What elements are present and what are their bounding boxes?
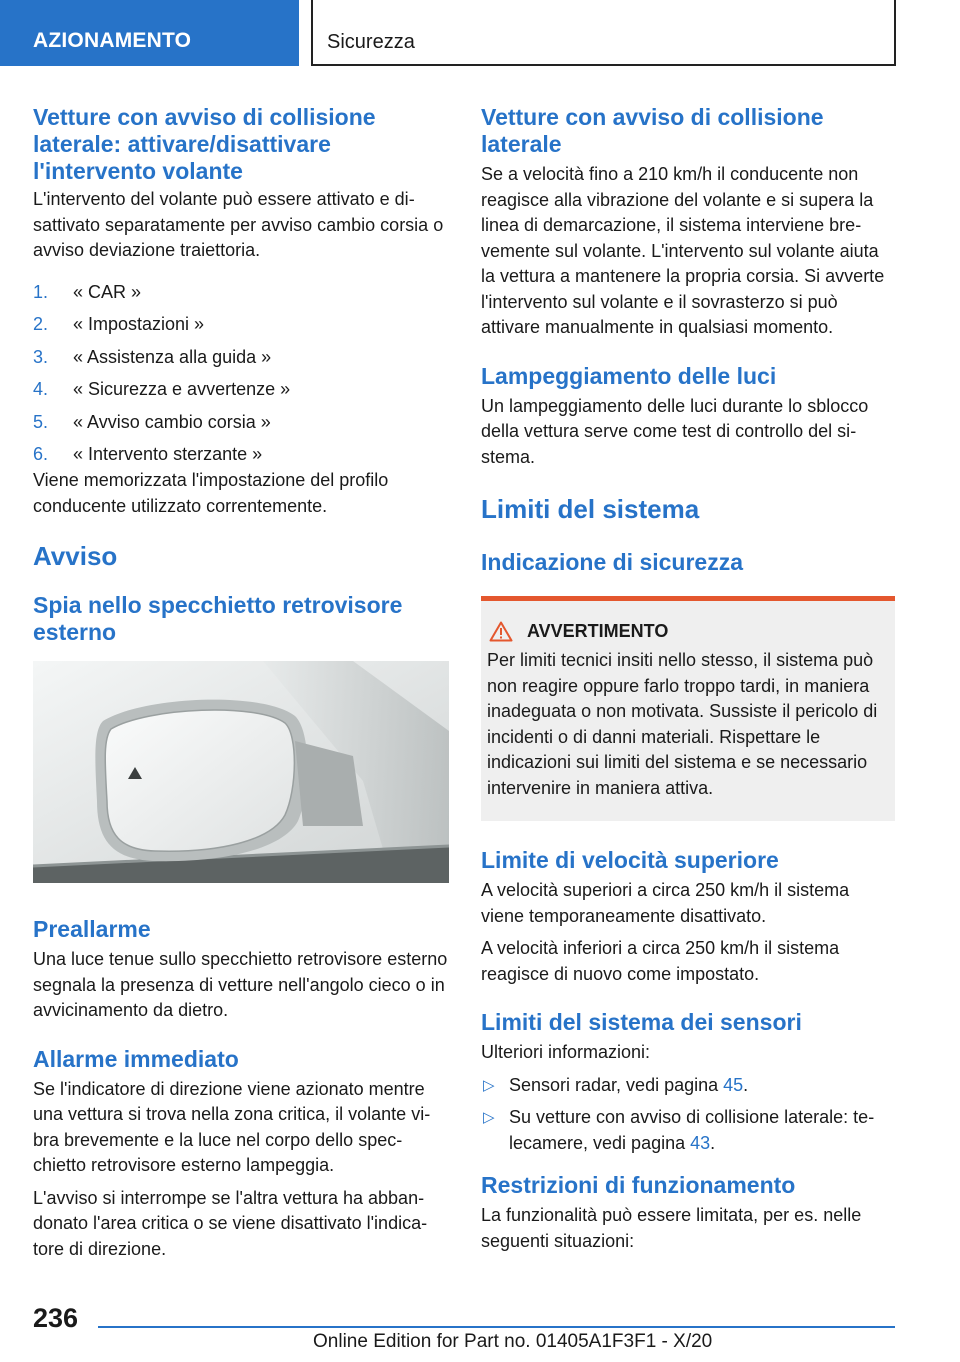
list-item: 1. « CAR » [33, 281, 142, 302]
warning-text: Per limiti tecnici insiti nello stesso, il sistema può non reagire oppure farlo troppo tardi, in maniera inadeguata o non motivata. Sussiste il pericolo di incidenti o di danni materiali. Rispettare le indicazioni sui limiti del sistema e se necessario intervenire in maniera attiva. [487, 650, 878, 798]
list-item: 6. « Intervento sterzante » [33, 444, 263, 464]
heading-safety-note: Indicazione di sicurezza [481, 549, 744, 575]
page-link-43[interactable]: 43 [690, 1132, 711, 1153]
list-item: 2. « Impostazioni » [33, 314, 205, 334]
heading-sensor-limits: Limiti del sistema dei sensori [481, 1009, 802, 1035]
chapter-title: AZIONAMENTO [33, 29, 192, 52]
paragraph-allarme-1: Se l'indicatore di direzione viene azionato mentre una vettura si trova nella zona critica, il volante vibra brevemente e la luce nel corpo dello specchietto retrovisore esterno lampeggia. [33, 1078, 431, 1175]
paragraph-speed-2: A velocità inferiori a circa 250 km/h il sistema reagisce di nuovo come impostato. [481, 938, 840, 984]
heading-preallarme: Preallarme [33, 916, 151, 942]
list-item: 5. « Avviso cambio corsia » [33, 411, 271, 432]
heading-mirror-indicator: Spia nello specchietto retrovisore esterno [33, 592, 403, 645]
paragraph-profile: Viene memorizzata l'impostazione del profilo conducente utilizzato correntemente. [33, 470, 389, 516]
page-number: 236 [33, 1303, 79, 1333]
warning-title: AVVERTIMENTO [527, 621, 669, 641]
settings-steps-list [33, 280, 449, 469]
section-box [311, 0, 896, 66]
side-mirror-image [33, 661, 449, 883]
chapter-tab [0, 0, 299, 66]
paragraph-speed-1: A velocità superiori a circa 250 km/h il sistema viene temporaneamente disattivato. [481, 880, 850, 926]
list-item: ▷ Sensori radar, vedi pagina 45. [481, 1073, 895, 1099]
heading-light-flash: Lampeggiamento delle luci [481, 362, 777, 389]
section-title: Sicurezza [327, 31, 415, 53]
paragraph-sensor-info: Ulteriori informazioni: [481, 1042, 651, 1062]
paragraph-restrictions: La funzionalità può essere limitata, per es. nelle seguenti situazioni: [481, 1205, 862, 1251]
warning-box [481, 596, 895, 821]
list-item: 3. « Assistenza alla guida » [33, 346, 272, 367]
bullet-triangle-icon: ▷ [483, 1076, 495, 1094]
sensor-links-list [481, 1073, 895, 1157]
heading-avviso: Avviso [33, 541, 118, 571]
right-column [481, 100, 895, 1254]
paragraph-steering-intervention: L'intervento del volante può essere attivato e disattivato separatamente per avviso cambio corsia o avviso deviazione traiettoria. [33, 189, 444, 260]
paragraph-allarme-2: L'avviso si interrompe se l'altra vettura ha abbandonato l'area critica o se viene disattivato l'indicatore di direzione. [33, 1187, 428, 1259]
footer-divider [98, 1326, 895, 1328]
paragraph-light-flash: Un lampeggiamento delle luci durante lo sblocco della vettura serve come test di controllo del sistema. [481, 395, 869, 467]
left-column [33, 100, 449, 1262]
paragraph-preallarme: Una luce tenue sullo specchietto retrovisore esterno segnala la presenza di vetture nell'angolo cieco o in avvicinamento da dietro. [33, 949, 448, 1020]
heading-system-limits: Limiti del sistema [481, 494, 700, 524]
heading-allarme-immediato: Allarme immediato [33, 1045, 239, 1072]
heading-restrictions: Restrizioni di funzionamento [481, 1172, 796, 1198]
footer-edition: Online Edition for Part no. 01405A1F3F1 - X/20 [313, 1331, 713, 1352]
list-item: 4. « Sicurezza e avvertenze » [33, 379, 291, 399]
heading-steering-intervention: Vetture con avviso di collisione laterale: attivare/disattivare l'intervento volante [33, 104, 376, 184]
warning-triangle-icon [489, 621, 513, 642]
paragraph-side-collision: Se a velocità fino a 210 km/h il conducente non reagisce alla vibrazione del volante e si supera la linea di demarcazione, il sistema interviene brevemente sul volante. L'intervento sul volante aiuta la vettura a mantenere la propria corsia. Si avverte l'intervento sul volante e il sovrasterzo si può attivare manualmente in qualsiasi momento. [481, 164, 885, 337]
heading-speed-limit: Limite di velocità superiore [481, 847, 779, 873]
bullet-triangle-icon: ▷ [483, 1109, 495, 1126]
heading-side-collision: Vetture con avviso di collisione laterale [481, 104, 824, 157]
list-item: ▷ Su vetture con avviso di collisione laterale: telecamere, vedi pagina 43. [481, 1105, 895, 1156]
page-link-45[interactable]: 45 [723, 1074, 744, 1095]
